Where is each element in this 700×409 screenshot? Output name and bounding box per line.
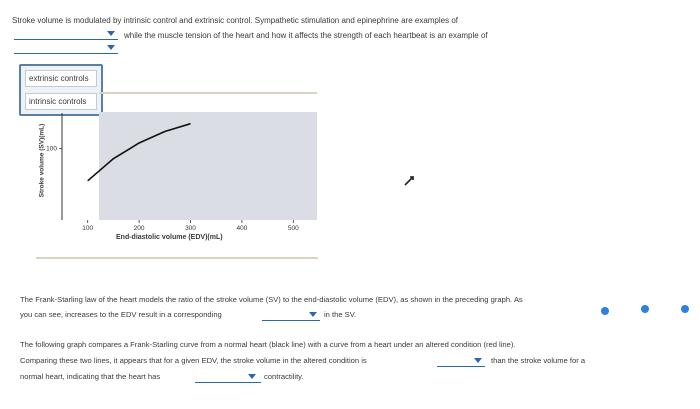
chevron-down-icon[interactable]: [474, 358, 482, 363]
dot-icon: [681, 305, 689, 313]
para1-line-2a: you can see, increases to the EDV result in a corresponding: [20, 310, 222, 319]
divider: [36, 257, 318, 259]
x-axis-label: End-diastolic volume (EDV)(mL): [116, 234, 223, 241]
x-tick-label: 300: [185, 225, 196, 232]
dot-icon: [601, 307, 609, 315]
x-tick-label: 100: [82, 225, 94, 232]
chevron-down-icon[interactable]: [309, 312, 317, 317]
x-tick-label: 500: [287, 225, 299, 232]
intro-line-2: while the muscle tension of the heart and how it affects the strength of each heartbeat is an example of: [124, 31, 488, 40]
dot-icon: [641, 305, 649, 313]
intro-line-1: Stroke volume is modulated by intrinsic control and extrinsic control. Sympathetic stimulation and epinephrine are examples of: [12, 16, 458, 25]
y-axis-label-wrap: [36, 113, 48, 213]
x-tick-label: 400: [236, 225, 248, 232]
chevron-down-icon[interactable]: [248, 374, 256, 379]
para2-line-2b: than the stroke volume for a: [491, 356, 586, 365]
para1-line-1: The Frank-Starling law of the heart models the ratio of the stroke volume (SV) to the end-diastolic volume (EDV), as shown in the preceding graph. As: [20, 295, 523, 304]
y-axis-label: Stroke volume (SV)(mL): [38, 123, 46, 198]
x-tick-label: 200: [133, 225, 145, 232]
y-tick-label: 100: [46, 145, 57, 153]
series-line: [88, 124, 191, 181]
para1-line-2b: in the SV.: [324, 310, 357, 319]
para2-line-1: The following graph compares a Frank-Starling curve from a normal heart (black line) with a curve from a heart under an altered condition (red line).: [20, 340, 516, 349]
cursor-icon: [404, 176, 414, 186]
option-intrinsic-controls[interactable]: intrinsic controls: [25, 93, 97, 110]
option-extrinsic-controls[interactable]: extrinsic controls: [25, 70, 97, 87]
para2-line-2a: Comparing these two lines, it appears that for a given EDV, the stroke volume in the altered condition is: [20, 356, 367, 365]
para2-line-3b: contractility.: [264, 372, 304, 381]
para2-line-3a: normal heart, indicating that the heart has: [20, 372, 161, 381]
